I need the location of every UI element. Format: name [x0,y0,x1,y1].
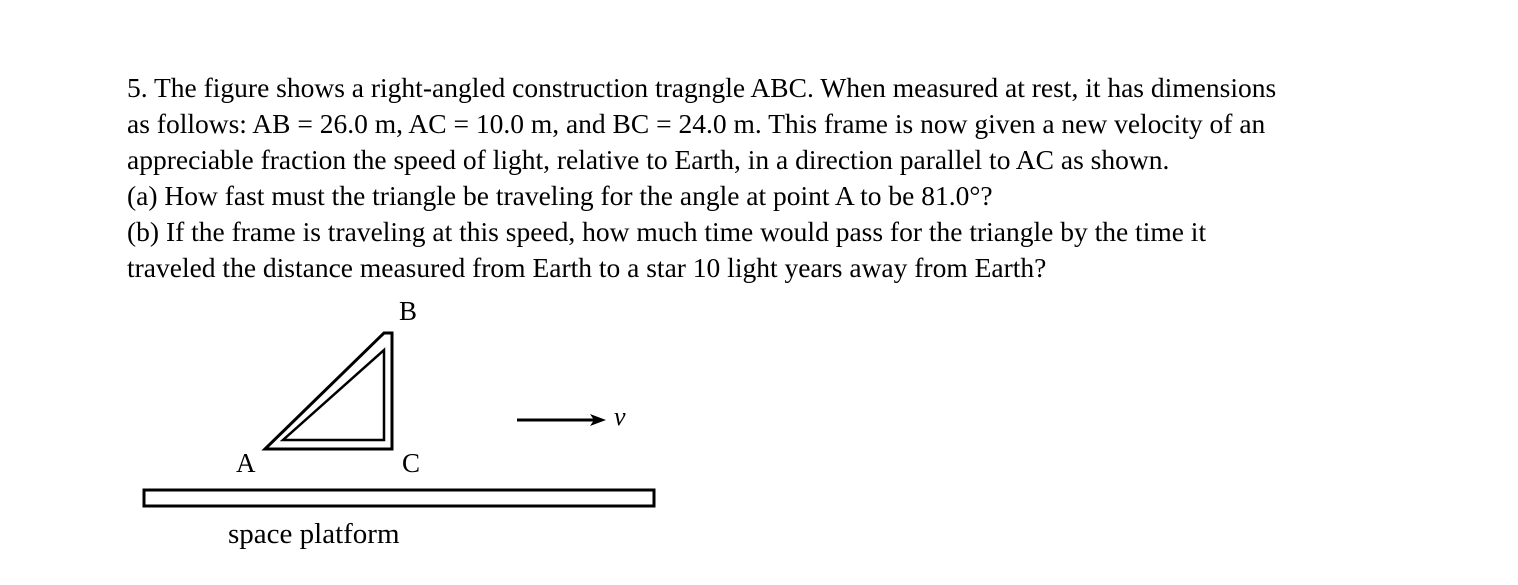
triangle-frame-inner [283,350,384,440]
vertex-label-a: A [236,448,256,478]
problem-part-b-line-2: traveled the distance measured from Earth to a star 10 light years away from Earth? [127,252,1047,283]
vertex-label-c: C [402,448,421,478]
problem-text [127,70,1487,286]
velocity-arrow-icon [517,414,606,426]
space-platform-bar [144,490,654,506]
problem-part-b-line-1: (b) If the frame is traveling at this speed, how much time would pass for the triangle by the time it [127,216,1207,247]
problem-part-a: (a) How fast must the triangle be traveling for the angle at point A to be 81.0°? [127,180,993,211]
problem-line-2: as follows: AB = 26.0 m, AC = 10.0 m, and BC = 24.0 m. This frame is now given a new velocity of an [127,108,1266,139]
platform-label: space platform [228,518,400,550]
problem-line-1: 5. The figure shows a right-angled construction tragngle ABC. When measured at rest, it has dimensions [127,72,1277,103]
velocity-label: v [614,402,626,431]
triangle-frame-outer [265,333,392,449]
vertex-label-b: B [399,296,418,326]
problem-line-3: appreciable fraction the speed of light, relative to Earth, in a direction parallel to AC as shown. [127,144,1170,175]
